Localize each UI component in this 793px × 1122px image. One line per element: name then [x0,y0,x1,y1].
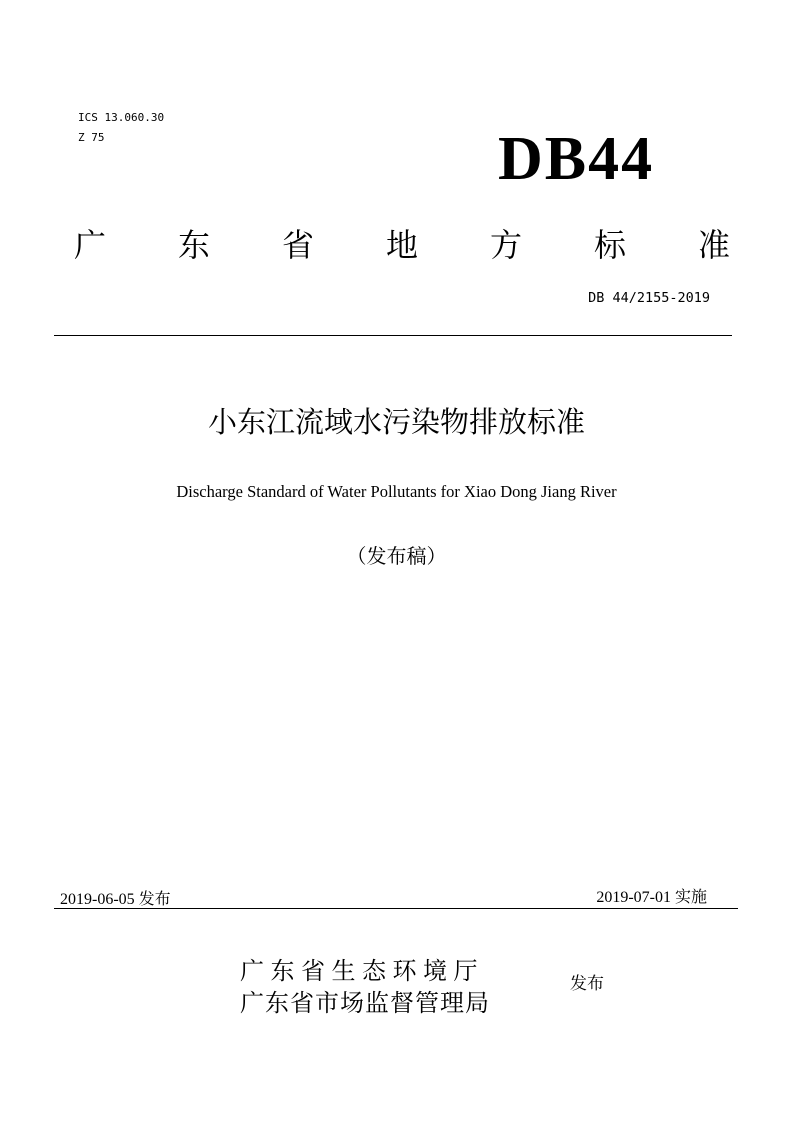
standard-kind-char: 准 [697,226,730,264]
issuer-market-regulation-bureau: 广东省市场监督管理局 [240,989,490,1017]
ics-code: ICS 13.060.30 [78,111,165,124]
standard-number: DB 44/2155-2019 [588,290,710,306]
top-divider [54,335,732,336]
issue-label: 发布 [570,974,604,994]
standard-kind-char: 地 [385,226,418,264]
standard-logo: DB44 [498,125,655,193]
publish-date: 2019-06-05 发布 [60,891,171,908]
draft-status: （发布稿） [346,544,447,568]
effective-date: 2019-07-01 实施 [596,889,707,906]
issuer-ecology-department: 广东省生态环境厅 [240,957,484,985]
standard-kind-heading [66,220,738,266]
classification-code: Z 75 [78,131,105,144]
title-english: Discharge Standard of Water Pollutants for Xiao Dong Jiang River [176,482,617,501]
standard-kind-char: 标 [593,226,626,264]
standard-kind-char: 方 [489,226,522,264]
standard-kind-char: 广 [73,226,106,264]
standard-kind-char: 省 [281,226,314,264]
standard-kind-char: 东 [177,226,210,264]
bottom-divider [54,908,738,909]
title-chinese: 小东江流域水污染物排放标准 [207,405,585,439]
